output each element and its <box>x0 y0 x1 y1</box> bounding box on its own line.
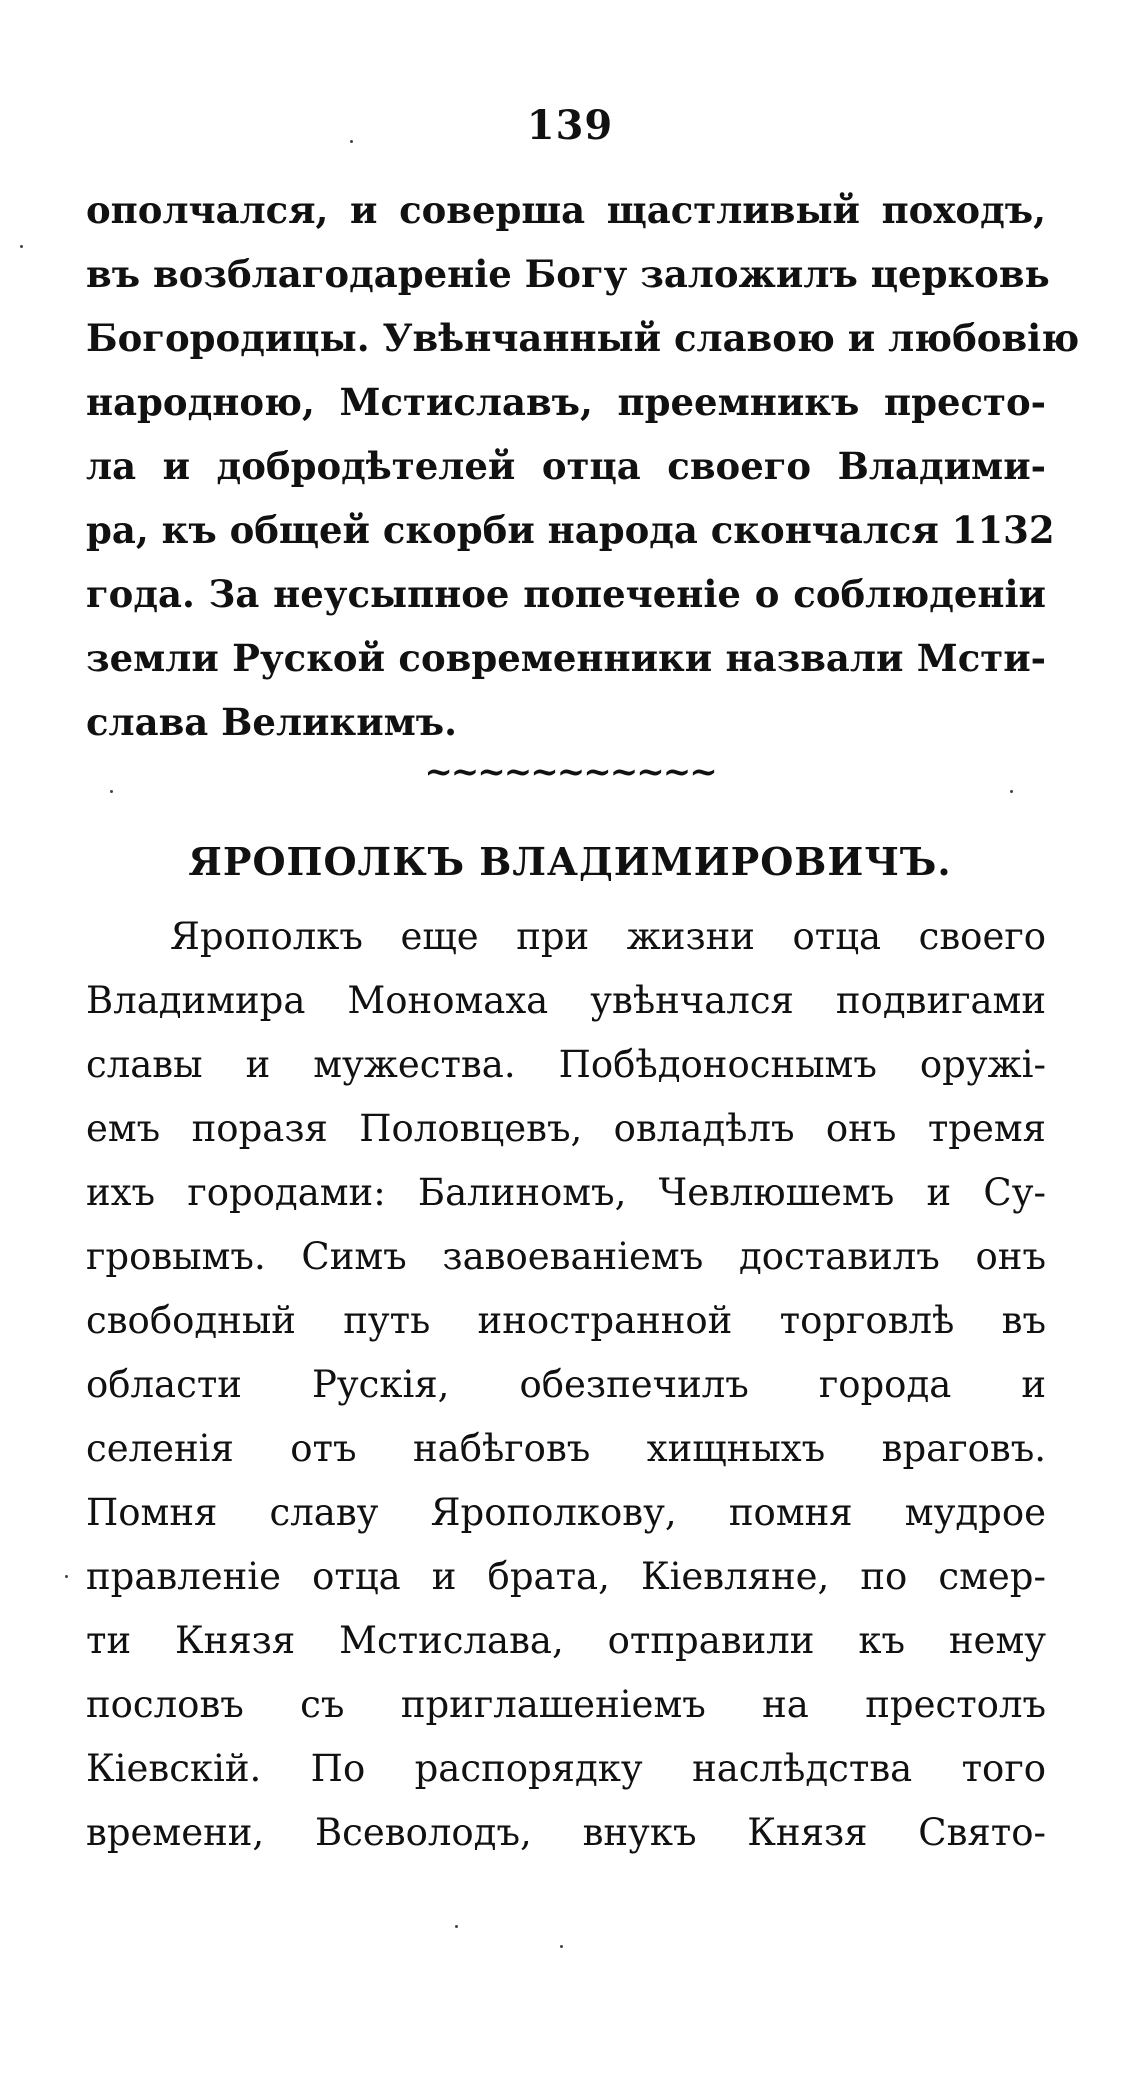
text-line: ополчался, и соверша щастливый походъ, <box>86 188 1046 232</box>
section-heading: ЯРОПОЛКЪ ВЛАДИМИРОВИЧЪ. <box>188 839 952 884</box>
text-line: ихъ городами: Балиномъ, Чевлюшемъ и Су- <box>86 1171 1046 1214</box>
text-line: гровымъ. Симъ завоеваніемъ доставилъ онъ <box>86 1235 1046 1278</box>
scan-speck <box>350 140 353 143</box>
text-line: ра, къ общей скорби народа скончался 1132 <box>86 508 1055 552</box>
text-line: селенія отъ набѣговъ хищныхъ враговъ. <box>86 1427 1046 1470</box>
text-line: года. За неусыпное попеченіе о соблюденіи <box>86 572 1046 616</box>
text-line: емъ поразя Половцевъ, овладѣлъ онъ тремя <box>86 1107 1046 1150</box>
text-line: славы и мужества. Побѣдоноснымъ оружі- <box>86 1043 1046 1086</box>
page-number: 139 <box>526 102 614 149</box>
text-line: Владимира Мономаха увѣнчался подвигами <box>86 979 1046 1022</box>
text-line: Помня славу Ярополкову, помня мудрое <box>86 1491 1046 1534</box>
text-line: слава Великимъ. <box>86 700 458 744</box>
text-line: времени, Всеволодъ, внукъ Князя Свято- <box>86 1811 1046 1854</box>
text-line: народною, Мстиславъ, преемникъ престо- <box>86 380 1046 424</box>
text-line: свободный путь иностранной торговлѣ въ <box>86 1299 1046 1342</box>
text-line: Кіевскій. По распорядку наслѣдства того <box>86 1747 1046 1790</box>
text-line: ти Князя Мстислава, отправили къ нему <box>86 1619 1046 1662</box>
text-line: правленіе отца и брата, Кіевляне, по смер- <box>86 1555 1046 1598</box>
scan-speck <box>20 245 23 248</box>
text-line: въ возблагодареніе Богу заложилъ церковь <box>86 252 1050 296</box>
scan-speck <box>65 1575 68 1578</box>
text-line: ла и добродѣтелей отца своего Владими- <box>86 444 1046 488</box>
text-line: Богородицы. Увѣнчанный славою и любовію <box>86 316 1080 360</box>
scan-speck <box>455 1925 458 1928</box>
section-ornament: ~~~~~~~~~~~ <box>424 752 716 792</box>
text-line: пословъ съ приглашеніемъ на престолъ <box>86 1683 1046 1726</box>
scan-speck <box>1010 790 1013 793</box>
scan-speck <box>110 790 113 793</box>
paragraph-yaropolk <box>86 905 1046 1865</box>
text-line: области Рускія, обезпечилъ города и <box>86 1363 1046 1406</box>
paragraph-mstislav <box>86 178 1080 754</box>
text-line: земли Руской современники назвали Мсти- <box>86 636 1046 680</box>
text-line: Ярополкъ еще при жизни отца своего <box>170 915 1046 958</box>
scan-speck <box>560 1945 563 1948</box>
